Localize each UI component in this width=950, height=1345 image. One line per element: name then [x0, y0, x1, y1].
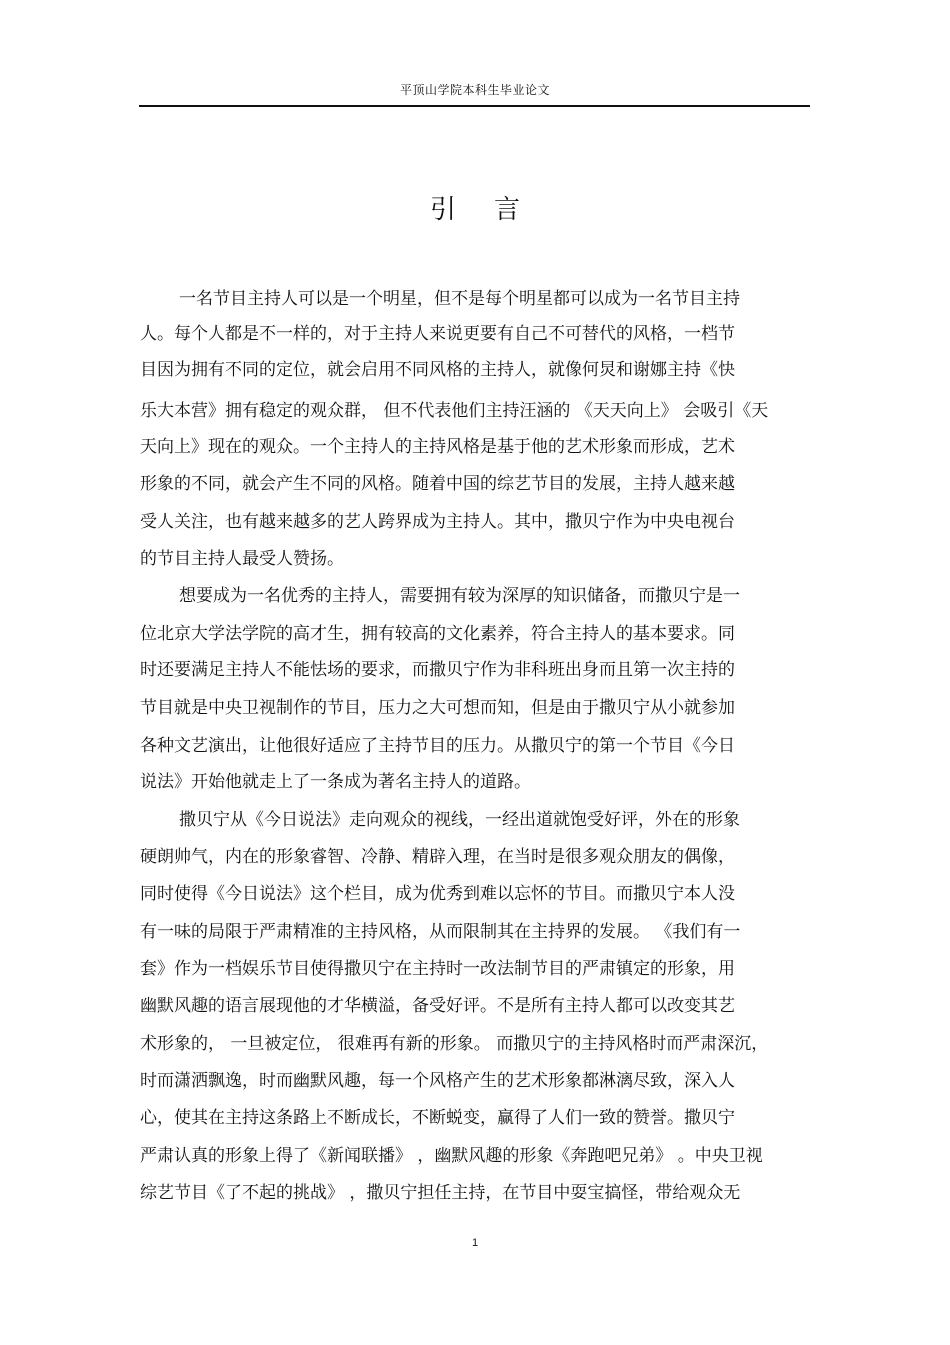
section-title: 引言 — [429, 195, 558, 225]
body-line: 心，使其在主持这条路上不断成长，不断蜕变，赢得了人们一致的赞誉。撒贝宁 — [140, 1108, 735, 1128]
body-line: 撒贝宁从《今日说法》走向观众的视线，一经出道就饱受好评，外在的形象 — [179, 810, 740, 830]
running-header: 平顶山学院本科生毕业论文 — [399, 83, 550, 97]
body-line: 的节目主持人最受人赞扬。 — [140, 549, 344, 569]
body-line: 说法》开始他就走上了一条成为著名主持人的道路。 — [140, 772, 531, 792]
body-line: 幽默风趣的语言展现他的才华横溢，备受好评。不是所有主持人都可以改变其艺 — [140, 996, 735, 1016]
body-line: 一名节目主持人可以是一个明星，但不是每个明星都可以成为一名节目主持 — [179, 289, 740, 309]
body-line: 乐大本营》拥有稳定的观众群， 但不代表他们主持汪涵的 《天天向上》 会吸引《天 — [140, 401, 769, 421]
body-line: 严肃认真的形象上得了《新闻联播》 ，幽默风趣的形象《奔跑吧兄弟》 。中央卫视 — [140, 1146, 763, 1166]
body-line: 天向上》现在的观众。一个主持人的主持风格是基于他的艺术形象而形成，艺术 — [140, 437, 735, 457]
body-line: 位北京大学法学院的高才生，拥有较高的文化素养，符合主持人的基本要求。同 — [140, 624, 735, 644]
body-line: 同时使得《今日说法》这个栏目，成为优秀到难以忘怀的节目。而撒贝宁本人没 — [140, 884, 735, 904]
body-line: 时还要满足主持人不能怯场的要求，而撒贝宁作为非科班出身而且第一次主持的 — [140, 660, 735, 680]
body-line: 形象的不同，就会产生不同的风格。随着中国的综艺节目的发展，主持人越来越 — [140, 474, 735, 494]
body-line: 受人关注，也有越来越多的艺人跨界成为主持人。其中，撒贝宁作为中央电视台 — [140, 512, 735, 532]
body-line: 各种文艺演出，让他很好适应了主持节目的压力。从撒贝宁的第一个节目《今日 — [140, 736, 735, 756]
body-line: 节目就是中央卫视制作的节目，压力之大可想而知，但是由于撒贝宁从小就参加 — [140, 698, 735, 718]
body-line: 人。每个人都是不一样的，对于主持人来说更要有自己不可替代的风格，一档节 — [140, 324, 735, 344]
body-line: 综艺节目《了不起的挑战》 ，撒贝宁担任主持，在节目中耍宝搞怪，带给观众无 — [140, 1183, 741, 1203]
body-line: 套》作为一档娱乐节目使得撒贝宁在主持时一改法制节目的严肃镇定的形象，用 — [140, 959, 735, 979]
body-line: 术形象的， 一旦被定位， 很难再有新的形象。 而撒贝宁的主持风格时而严肃深沉， — [140, 1034, 769, 1054]
body-line: 时而潇洒飘逸，时而幽默风趣，每一个风格产生的艺术形象都淋漓尽致，深入人 — [140, 1071, 735, 1091]
body-line: 有一味的局限于严肃精准的主持风格，从而限制其在主持界的发展。 《我们有一 — [140, 922, 741, 942]
body-line: 想要成为一名优秀的主持人，需要拥有较为深厚的知识储备，而撒贝宁是一 — [179, 586, 740, 606]
page-number: 1 — [471, 1237, 479, 1249]
body-line: 目因为拥有不同的定位，就会启用不同风格的主持人，就像何炅和谢娜主持《快 — [140, 360, 735, 380]
body-line: 硬朗帅气，内在的形象睿智、冷静、精辟入理，在当时是很多观众朋友的偶像， — [140, 847, 735, 867]
header-rule — [139, 105, 810, 107]
